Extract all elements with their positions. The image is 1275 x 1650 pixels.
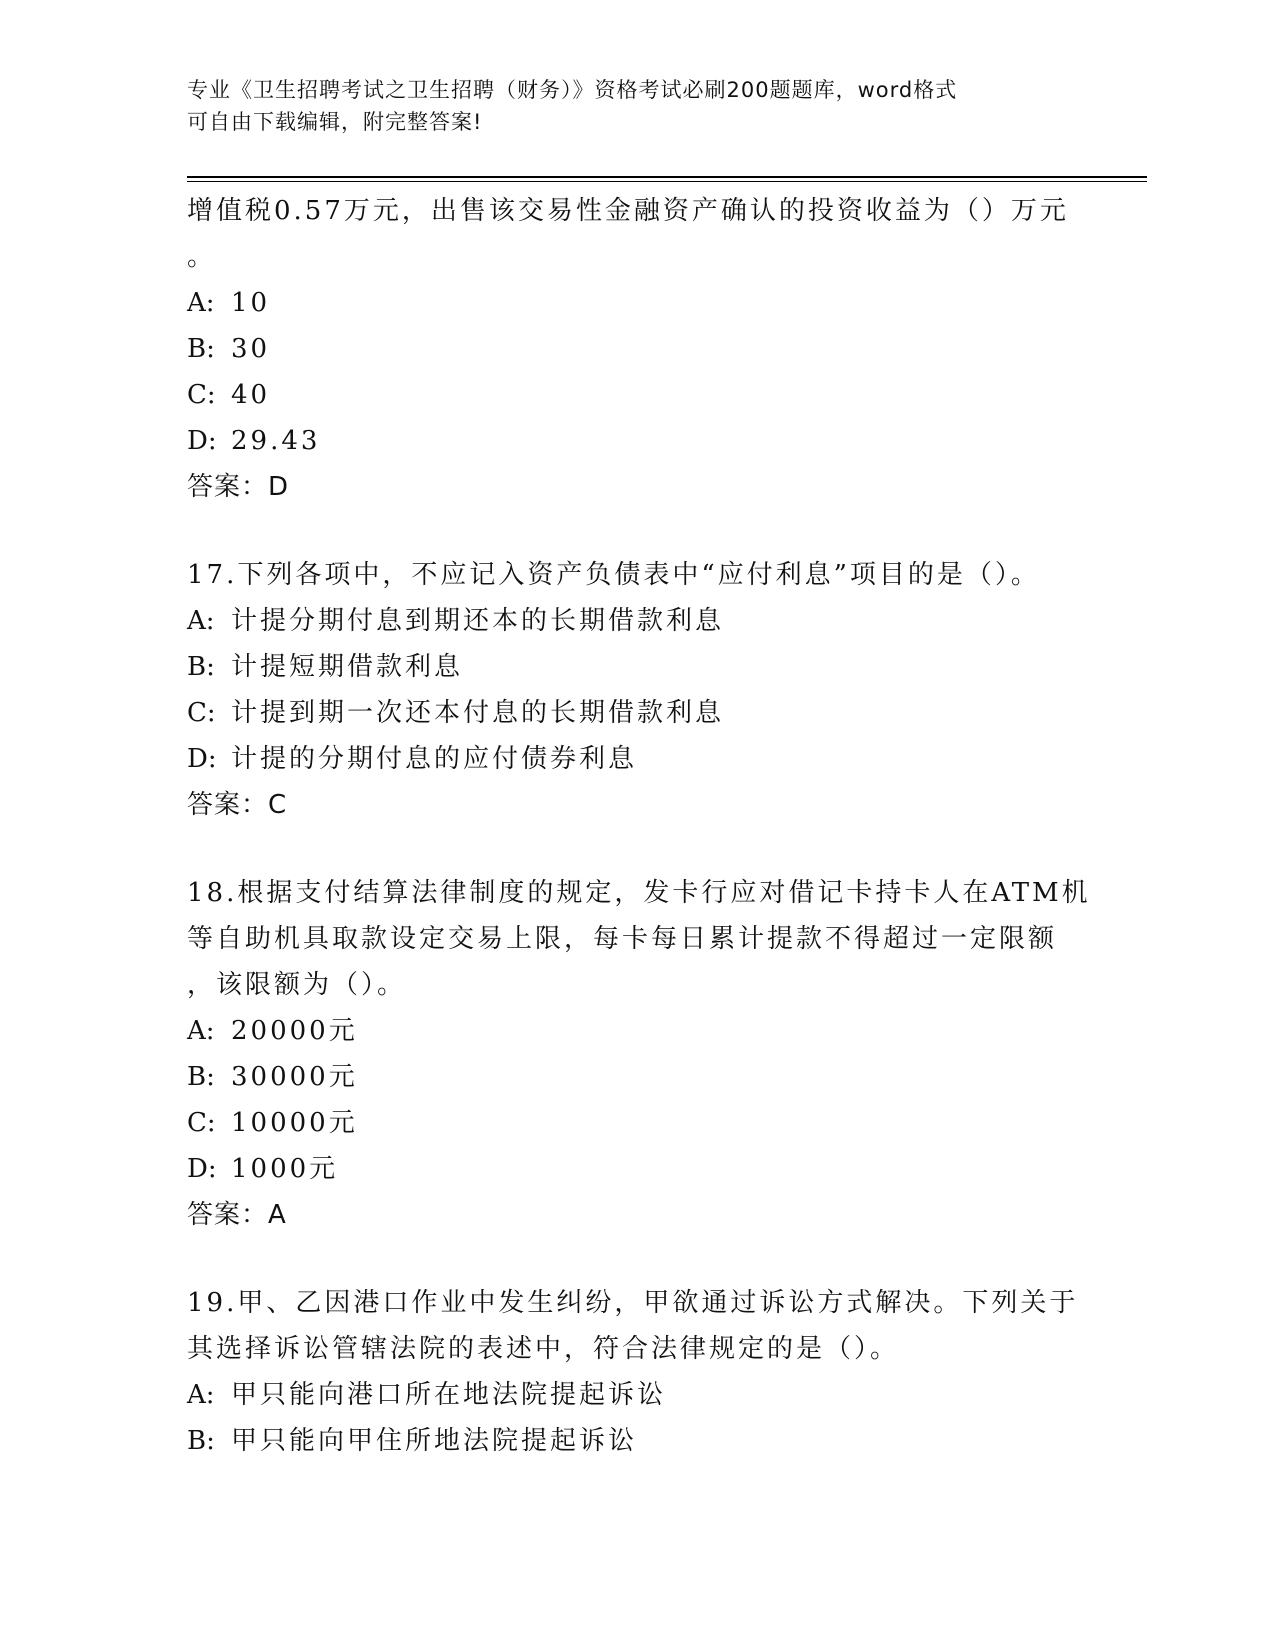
question-stem: 其选择诉讼管辖法院的表述中，符合法律规定的是（）。 (187, 1334, 900, 1364)
answer-line: 答案：D (187, 472, 290, 502)
option-text: 10000元 (231, 1108, 358, 1138)
question-18 (187, 870, 1091, 1238)
option-d (187, 1146, 1087, 1192)
option-a (187, 1008, 1087, 1054)
option-label: A: (187, 288, 215, 318)
option-label: B: (187, 334, 215, 364)
answer-line: 答案：A (187, 1200, 287, 1230)
option-label: D: (187, 426, 217, 456)
question-17 (187, 552, 1087, 828)
header-divider-thin (187, 181, 1147, 182)
option-text: 计提的分期付息的应付债券利息 (231, 744, 638, 774)
option-b (187, 1054, 1087, 1100)
option-label: B: (187, 1062, 215, 1092)
question-stem: 。 (187, 242, 217, 272)
option-a (187, 280, 1087, 326)
option-text: 1000元 (231, 1154, 339, 1184)
question-16 (187, 188, 1087, 510)
question-stem: 增值税0.57万元，出售该交易性金融资产确认的投资收益为（）万元 (187, 196, 1069, 226)
question-19 (187, 1280, 1087, 1464)
option-label: B: (187, 1426, 215, 1456)
spacer (187, 510, 1087, 552)
question-stem: 17.下列各项中，不应记入资产负债表中“应付利息”项目的是（）。 (187, 560, 1040, 590)
option-c (187, 1100, 1087, 1146)
option-c (187, 690, 1087, 736)
option-b (187, 644, 1087, 690)
option-text: 甲只能向甲住所地法院提起诉讼 (231, 1426, 638, 1456)
answer-line: 答案：C (187, 790, 288, 820)
option-c (187, 372, 1087, 418)
option-label: D: (187, 1154, 217, 1184)
option-label: A: (187, 1380, 215, 1410)
option-text: 甲只能向港口所在地法院提起诉讼 (231, 1380, 667, 1410)
spacer (187, 1238, 1087, 1280)
option-text: 计提分期付息到期还本的长期借款利息 (231, 606, 725, 636)
option-a (187, 598, 1087, 644)
option-label: A: (187, 606, 215, 636)
option-text: 40 (231, 380, 271, 410)
header-title-line-1: 专业《卫生招聘考试之卫生招聘（财务）》资格考试必刷200题题库，word格式 (187, 78, 958, 102)
option-text: 20000元 (231, 1016, 358, 1046)
option-d (187, 736, 1087, 782)
option-text: 计提短期借款利息 (231, 652, 464, 682)
document-header (187, 74, 1067, 138)
question-stem: 19.甲、乙因港口作业中发生纠纷，甲欲通过诉讼方式解决。下列关于 (187, 1288, 1079, 1318)
option-b (187, 326, 1087, 372)
question-list (187, 188, 1091, 1464)
option-d (187, 418, 1087, 464)
option-text: 29.43 (231, 426, 321, 456)
option-label: C: (187, 698, 216, 728)
option-text: 30 (231, 334, 271, 364)
option-a (187, 1372, 1087, 1418)
option-label: C: (187, 380, 216, 410)
option-label: B: (187, 652, 215, 682)
option-label: C: (187, 1108, 216, 1138)
header-divider-thick (187, 176, 1147, 178)
question-stem: ，该限额为（）。 (187, 970, 407, 1000)
option-text: 计提到期一次还本付息的长期借款利息 (231, 698, 725, 728)
header-title-line-2: 可自由下载编辑，附完整答案! (187, 110, 483, 134)
spacer (187, 828, 1087, 870)
question-stem: 等自助机具取款设定交易上限，每卡每日累计提款不得超过一定限额 (187, 924, 1058, 954)
question-stem: 18.根据支付结算法律制度的规定，发卡行应对借记卡持卡人在ATM机 (187, 878, 1091, 908)
option-label: A: (187, 1016, 215, 1046)
option-text: 10 (231, 288, 271, 318)
option-label: D: (187, 744, 217, 774)
option-text: 30000元 (231, 1062, 358, 1092)
option-b (187, 1418, 1087, 1464)
